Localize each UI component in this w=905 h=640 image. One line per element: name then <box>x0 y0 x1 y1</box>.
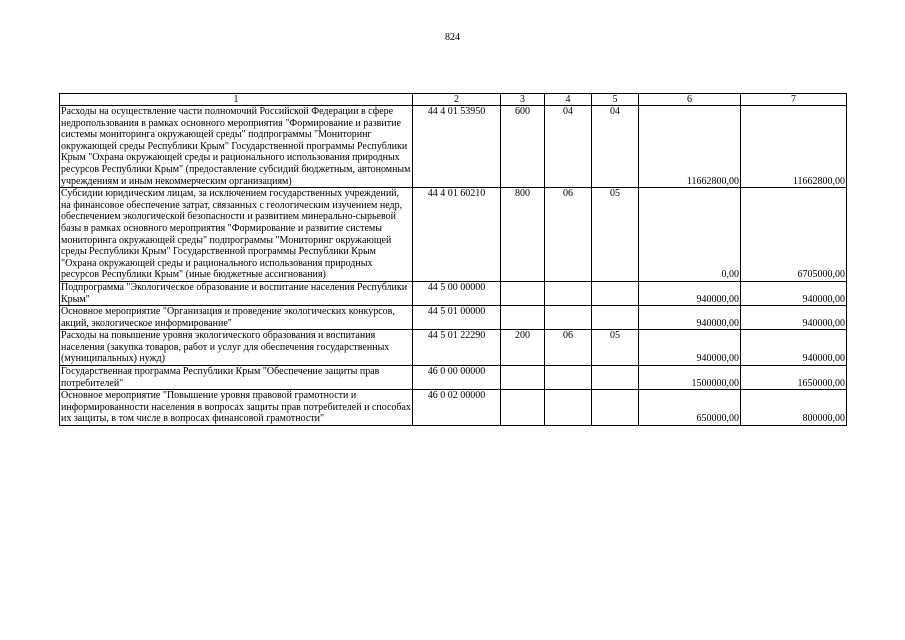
row-amount-col6: 940000,00 <box>639 330 741 366</box>
row-amount-col7: 940000,00 <box>741 306 847 330</box>
row-subsection: 05 <box>592 330 639 366</box>
row-amount-col7: 1650000,00 <box>741 366 847 390</box>
row-section <box>545 366 592 390</box>
column-header: 1 <box>60 94 413 106</box>
row-code: 44 4 01 53950 <box>413 106 501 188</box>
row-subsection: 04 <box>592 106 639 188</box>
table-row <box>60 188 847 282</box>
budget-table <box>59 93 847 426</box>
row-description: Расходы на повышение уровня экологического образования и воспитания населения (закупка товаров, работ и услуг для обеспечения государственных (муниципальных) нужд) <box>60 330 413 366</box>
row-amount-col6: 940000,00 <box>639 281 741 305</box>
column-header: 6 <box>639 94 741 106</box>
row-code: 44 5 01 00000 <box>413 306 501 330</box>
row-amount-col6: 0,00 <box>639 188 741 282</box>
row-expense-type <box>501 366 545 390</box>
table-row <box>60 281 847 305</box>
column-header: 5 <box>592 94 639 106</box>
table-row <box>60 330 847 366</box>
row-section: 04 <box>545 106 592 188</box>
column-header: 3 <box>501 94 545 106</box>
row-description: Основное мероприятие "Повышение уровня правовой грамотности и информированности населения в вопросах защиты прав потребителей и способах их защиты, в том числе в вопросах финансовой грамотности" <box>61 390 411 425</box>
column-header: 4 <box>545 94 592 106</box>
table-row <box>60 390 847 426</box>
row-amount-col7: 6705000,00 <box>741 188 847 282</box>
row-amount-col6: 650000,00 <box>639 390 741 426</box>
row-code: 44 4 01 60210 <box>413 188 501 282</box>
row-subsection <box>592 306 639 330</box>
row-description: Основное мероприятие "Организация и проведение экологических конкурсов, акций, экологическое информирование" <box>60 306 413 330</box>
row-expense-type: 600 <box>501 106 545 188</box>
column-header: 7 <box>741 94 847 106</box>
row-section <box>545 390 592 426</box>
row-expense-type: 800 <box>501 188 545 282</box>
column-number-row <box>60 94 847 106</box>
row-section <box>545 306 592 330</box>
row-amount-col7: 800000,00 <box>741 390 847 426</box>
row-description: Субсидии юридическим лицам, за исключением государственных учреждений, на финансовое обеспечение затрат, связанных с геологическим изучением недр, обеспечением экологической безопасности и развитием минерально-сырьевой базы в рамках основного мероприятия "Формирование и развитие системы мониторинга окружающей среды" подпрограммы "Мониторинг окружающей среды Республики Крым" Государственной программы Республики Крым "Охрана окружающей среды и рационального использования природных ресурсов Республики Крым" (иные бюджетные ассигнования) <box>60 188 413 282</box>
row-section <box>545 281 592 305</box>
row-expense-type <box>501 390 545 426</box>
row-amount-col7: 940000,00 <box>741 330 847 366</box>
row-subsection <box>592 366 639 390</box>
table-row <box>60 106 847 188</box>
table-row <box>60 366 847 390</box>
row-section: 06 <box>545 330 592 366</box>
table-row <box>60 306 847 330</box>
row-subsection <box>592 281 639 305</box>
row-amount-col6: 940000,00 <box>639 306 741 330</box>
row-amount-col6: 11662800,00 <box>639 106 741 188</box>
row-amount-col6: 1500000,00 <box>639 366 741 390</box>
row-expense-type <box>501 306 545 330</box>
row-code: 46 0 02 00000 <box>413 390 501 426</box>
row-subsection <box>592 390 639 426</box>
column-header: 2 <box>413 94 501 106</box>
row-code: 44 5 00 00000 <box>413 281 501 305</box>
row-expense-type <box>501 281 545 305</box>
page-number: 824 <box>445 32 460 43</box>
row-description: Расходы на осуществление части полномочий Российской Федерации в сфере недропользования в рамках основного мероприятия "Формирование и развитие системы мониторинга окружающей среды" подпрограммы "Мониторинг окружающей среды Республики Крым" Государственной программы Республики Крым "Охрана окружающей среды и рационального использования природных ресурсов Республики Крым" (предоставление субсидий бюджетным, автономным учреждениям и иным некоммерческим организациям) <box>60 106 413 188</box>
row-subsection: 05 <box>592 188 639 282</box>
row-code: 46 0 00 00000 <box>413 366 501 390</box>
row-expense-type: 200 <box>501 330 545 366</box>
row-amount-col7: 11662800,00 <box>741 106 847 188</box>
row-section: 06 <box>545 188 592 282</box>
row-description: Государственная программа Республики Крым "Обеспечение защиты прав потребителей" <box>60 366 413 390</box>
row-code: 44 5 01 22290 <box>413 330 501 366</box>
row-amount-col7: 940000,00 <box>741 281 847 305</box>
row-description: Подпрограмма "Экологическое образование и воспитание населения Республики Крым" <box>60 281 413 305</box>
